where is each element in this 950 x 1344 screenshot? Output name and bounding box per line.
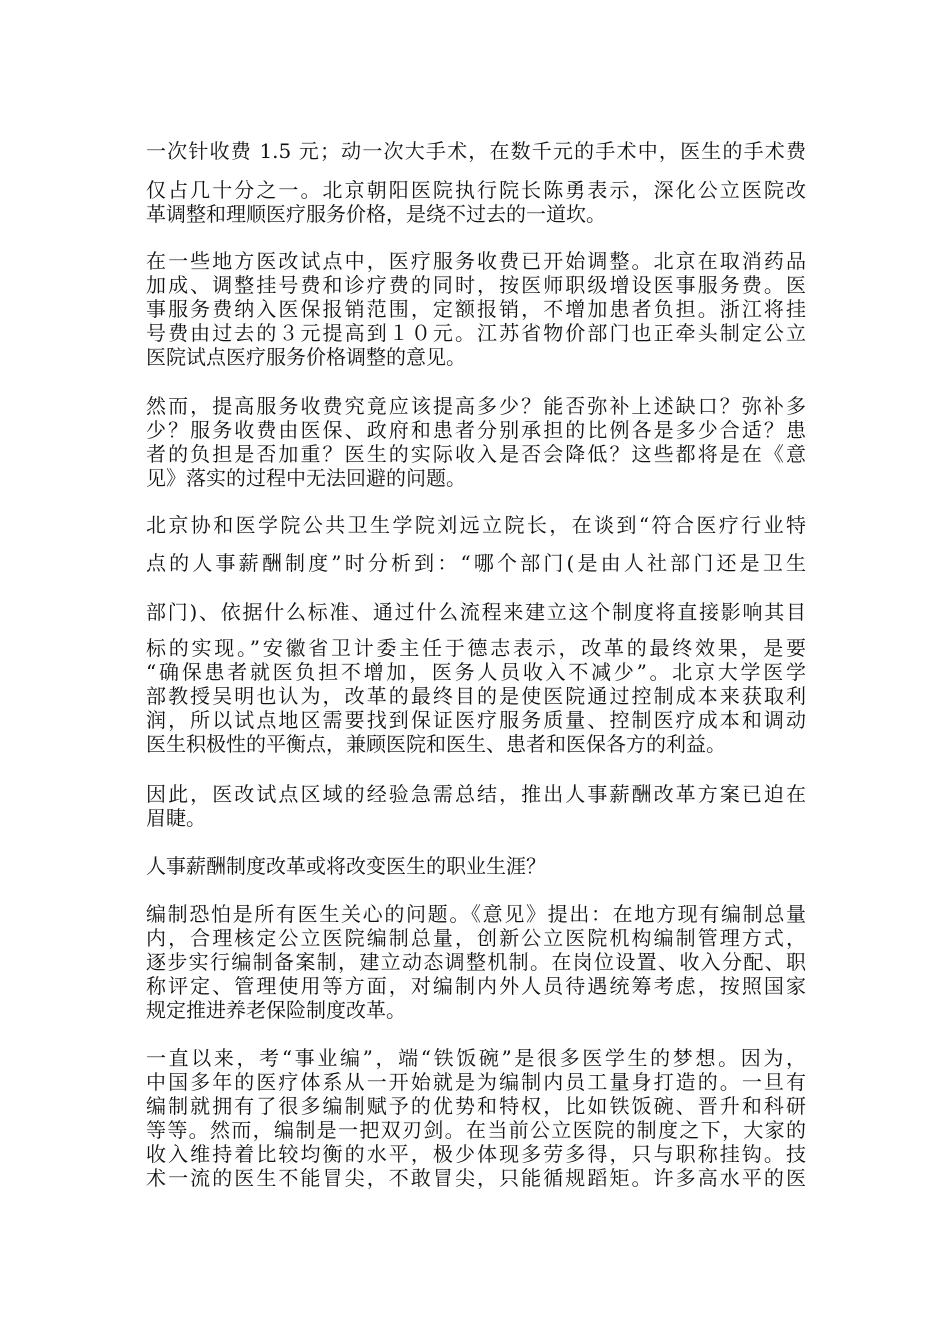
section-heading: 人事薪酬制度改革或将改变医生的职业生涯？ xyxy=(146,854,546,878)
text-line: 一次针收费 1.5 元；动一次大手术，在数千元的手术中，医生的手术费 xyxy=(146,139,806,163)
text-line: 称评定、管理使用等方面，对编制内外人员待遇统筹考虑，按照国家 xyxy=(146,974,806,998)
text-line: 标的实现。”安徽省卫计委主任于德志表示，改革的最终效果，是要 xyxy=(146,636,806,660)
text-line: 然而，提高服务收费究竟应该提高多少？能否弥补上述缺口？弥补多 xyxy=(146,394,806,418)
text-line: 润，所以试点地区需要找到保证医疗服务质量、控制医疗成本和调动 xyxy=(146,708,806,732)
text-line: 眉睫。 xyxy=(146,806,206,830)
text-line: 收入维持着比较均衡的水平，极少体现多劳多得，只与职称挂钩。技 xyxy=(146,1142,806,1166)
text-line: “确保患者就医负担不增加，医务人员收入不减少”。北京大学医学 xyxy=(146,660,806,684)
text-line: 加成、调整挂号费和诊疗费的同时，按医师职级增设医事服务费。医 xyxy=(146,273,806,297)
text-line: 者的负担是否加重？医生的实际收入是否会降低？这些都将是在《意 xyxy=(146,442,806,466)
text-line: 术一流的医生不能冒尖，不敢冒尖，只能循规蹈矩。许多高水平的医 xyxy=(146,1166,806,1190)
text-line: 一直以来，考“事业编”，端“铁饭碗”是很多医学生的梦想。因为， xyxy=(146,1046,806,1070)
text-line: 编制恐怕是所有医生关心的问题。《意见》提出：在地方现有编制总量 xyxy=(146,902,806,926)
text-line: 点的人事薪酬制度”时分析到：“哪个部门(是由人社部门还是卫生 xyxy=(146,551,806,575)
text-line: 部教授吴明也认为，改革的最终目的是使医院通过控制成本来获取利 xyxy=(146,684,806,708)
text-line: 医院试点医疗服务价格调整的意见。 xyxy=(146,345,466,369)
text-line: 医生积极性的平衡点，兼顾医院和医生、患者和医保各方的利益。 xyxy=(146,732,726,756)
text-line: 少？服务收费由医保、政府和患者分别承担的比例各是多少合适？患 xyxy=(146,418,806,442)
text-line: 北京协和医学院公共卫生学院刘远立院长，在谈到“符合医疗行业特 xyxy=(146,513,806,537)
text-line: 见》落实的过程中无法回避的问题。 xyxy=(146,466,466,490)
text-line: 事服务费纳入医保报销范围，定额报销，不增加患者负担。浙江将挂 xyxy=(146,297,806,321)
text-line: 部门)、依据什么标准、通过什么流程来建立这个制度将直接影响其目 xyxy=(146,600,806,624)
text-line: 规定推进养老保险制度改革。 xyxy=(146,998,406,1022)
text-line: 因此，医改试点区域的经验急需总结，推出人事薪酬改革方案已迫在 xyxy=(146,782,806,806)
text-line: 编制就拥有了很多编制赋予的优势和特权，比如铁饭碗、晋升和科研 xyxy=(146,1094,806,1118)
text-line: 逐步实行编制备案制，建立动态调整机制。在岗位设置、收入分配、职 xyxy=(146,950,806,974)
text-line: 内，合理核定公立医院编制总量，创新公立医院机构编制管理方式， xyxy=(146,926,806,950)
text-line: 中国多年的医疗体系从一开始就是为编制内员工量身打造的。一旦有 xyxy=(146,1070,806,1094)
text-line: 革调整和理顺医疗服务价格，是绕不过去的一道坎。 xyxy=(146,202,606,226)
text-line: 仅占几十分之一。北京朝阳医院执行院长陈勇表示，深化公立医院改 xyxy=(146,178,806,202)
text-line: 号费由过去的３元提高到１０元。江苏省物价部门也正牵头制定公立 xyxy=(146,321,806,345)
text-line: 在一些地方医改试点中，医疗服务收费已开始调整。北京在取消药品 xyxy=(146,249,806,273)
text-line: 等等。然而，编制是一把双刃剑。在当前公立医院的制度之下，大家的 xyxy=(146,1118,806,1142)
